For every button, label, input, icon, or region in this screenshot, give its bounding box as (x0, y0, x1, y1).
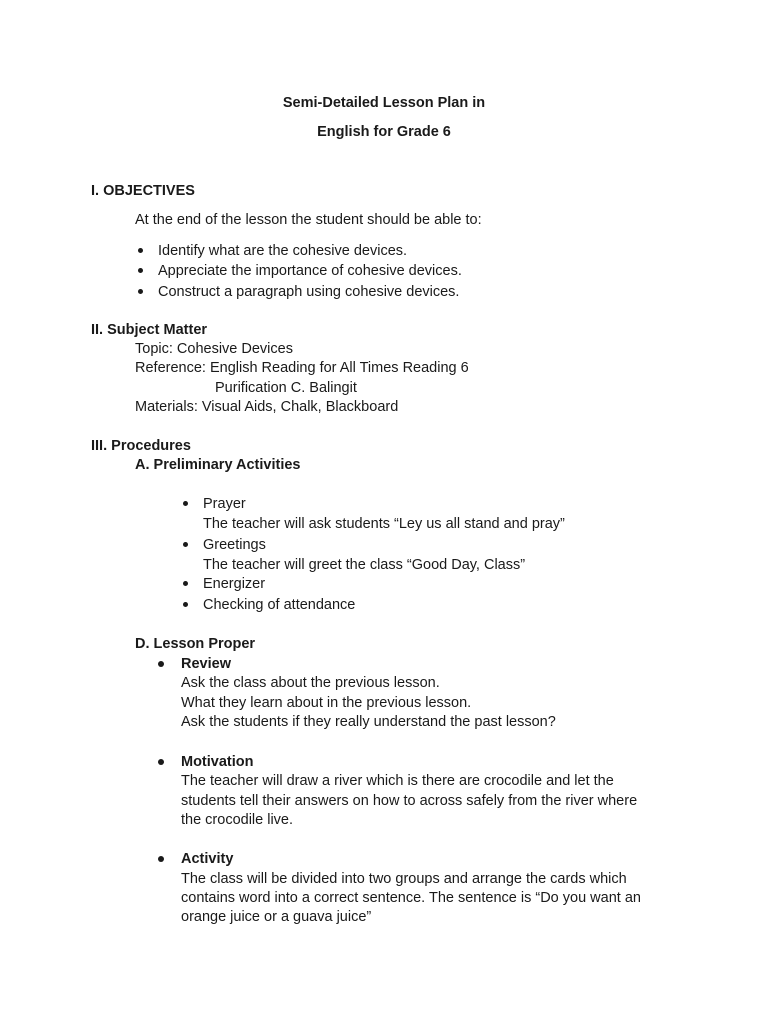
subject-matter-heading: II. Subject Matter (91, 322, 208, 338)
review-line: Ask the students if they really understand the past lesson? (181, 714, 556, 730)
bullet-icon (183, 542, 188, 547)
preliminary-item-label: Greetings (203, 537, 266, 553)
preliminary-item-detail: The teacher will ask students “Ley us all stand and pray” (203, 516, 565, 532)
bullet-icon (138, 248, 143, 253)
bullet-icon (138, 289, 143, 294)
objectives-intro: At the end of the lesson the student should be able to: (135, 212, 482, 228)
document-title-line2: English for Grade 6 (317, 124, 451, 140)
lesson-proper-heading: D. Lesson Proper (135, 636, 256, 652)
activity-label: Activity (181, 851, 234, 867)
subject-reference: Reference: English Reading for All Times Reading 6 (135, 360, 469, 376)
motivation-line: The teacher will draw a river which is there are crocodile and let the (181, 773, 614, 789)
objective-item: Construct a paragraph using cohesive devices. (158, 284, 460, 300)
subject-reference-author: Purification C. Balingit (215, 380, 357, 396)
preliminary-item-label: Prayer (203, 496, 246, 512)
subject-topic: Topic: Cohesive Devices (135, 341, 293, 357)
objectives-heading: I. OBJECTIVES (91, 183, 195, 199)
preliminary-heading: A. Preliminary Activities (135, 457, 301, 473)
objective-item: Appreciate the importance of cohesive devices. (158, 263, 462, 279)
motivation-label: Motivation (181, 754, 254, 770)
bullet-icon (183, 602, 188, 607)
activity-line: orange juice or a guava juice” (181, 909, 372, 925)
bullet-icon (183, 581, 188, 586)
review-line: What they learn about in the previous lesson. (181, 695, 472, 711)
bullet-icon (158, 661, 164, 667)
preliminary-item-label: Energizer (203, 576, 266, 592)
activity-line: contains word into a correct sentence. The sentence is “Do you want an (181, 890, 641, 906)
procedures-heading: III. Procedures (91, 438, 191, 454)
objective-item: Identify what are the cohesive devices. (158, 243, 408, 259)
review-line: Ask the class about the previous lesson. (181, 675, 440, 691)
subject-materials: Materials: Visual Aids, Chalk, Blackboard (135, 399, 399, 415)
document-title-line1: Semi-Detailed Lesson Plan in (282, 95, 486, 111)
bullet-icon (183, 501, 188, 506)
review-label: Review (181, 656, 231, 672)
preliminary-item-detail: The teacher will greet the class “Good Day, Class” (203, 557, 526, 573)
bullet-icon (158, 759, 164, 765)
bullet-icon (158, 856, 164, 862)
activity-line: The class will be divided into two groups and arrange the cards which (181, 871, 627, 887)
motivation-line: the crocodile live. (181, 812, 294, 828)
motivation-line: students tell their answers on how to across safely from the river where (181, 793, 638, 809)
bullet-icon (138, 268, 143, 273)
preliminary-item-label: Checking of attendance (203, 597, 356, 613)
